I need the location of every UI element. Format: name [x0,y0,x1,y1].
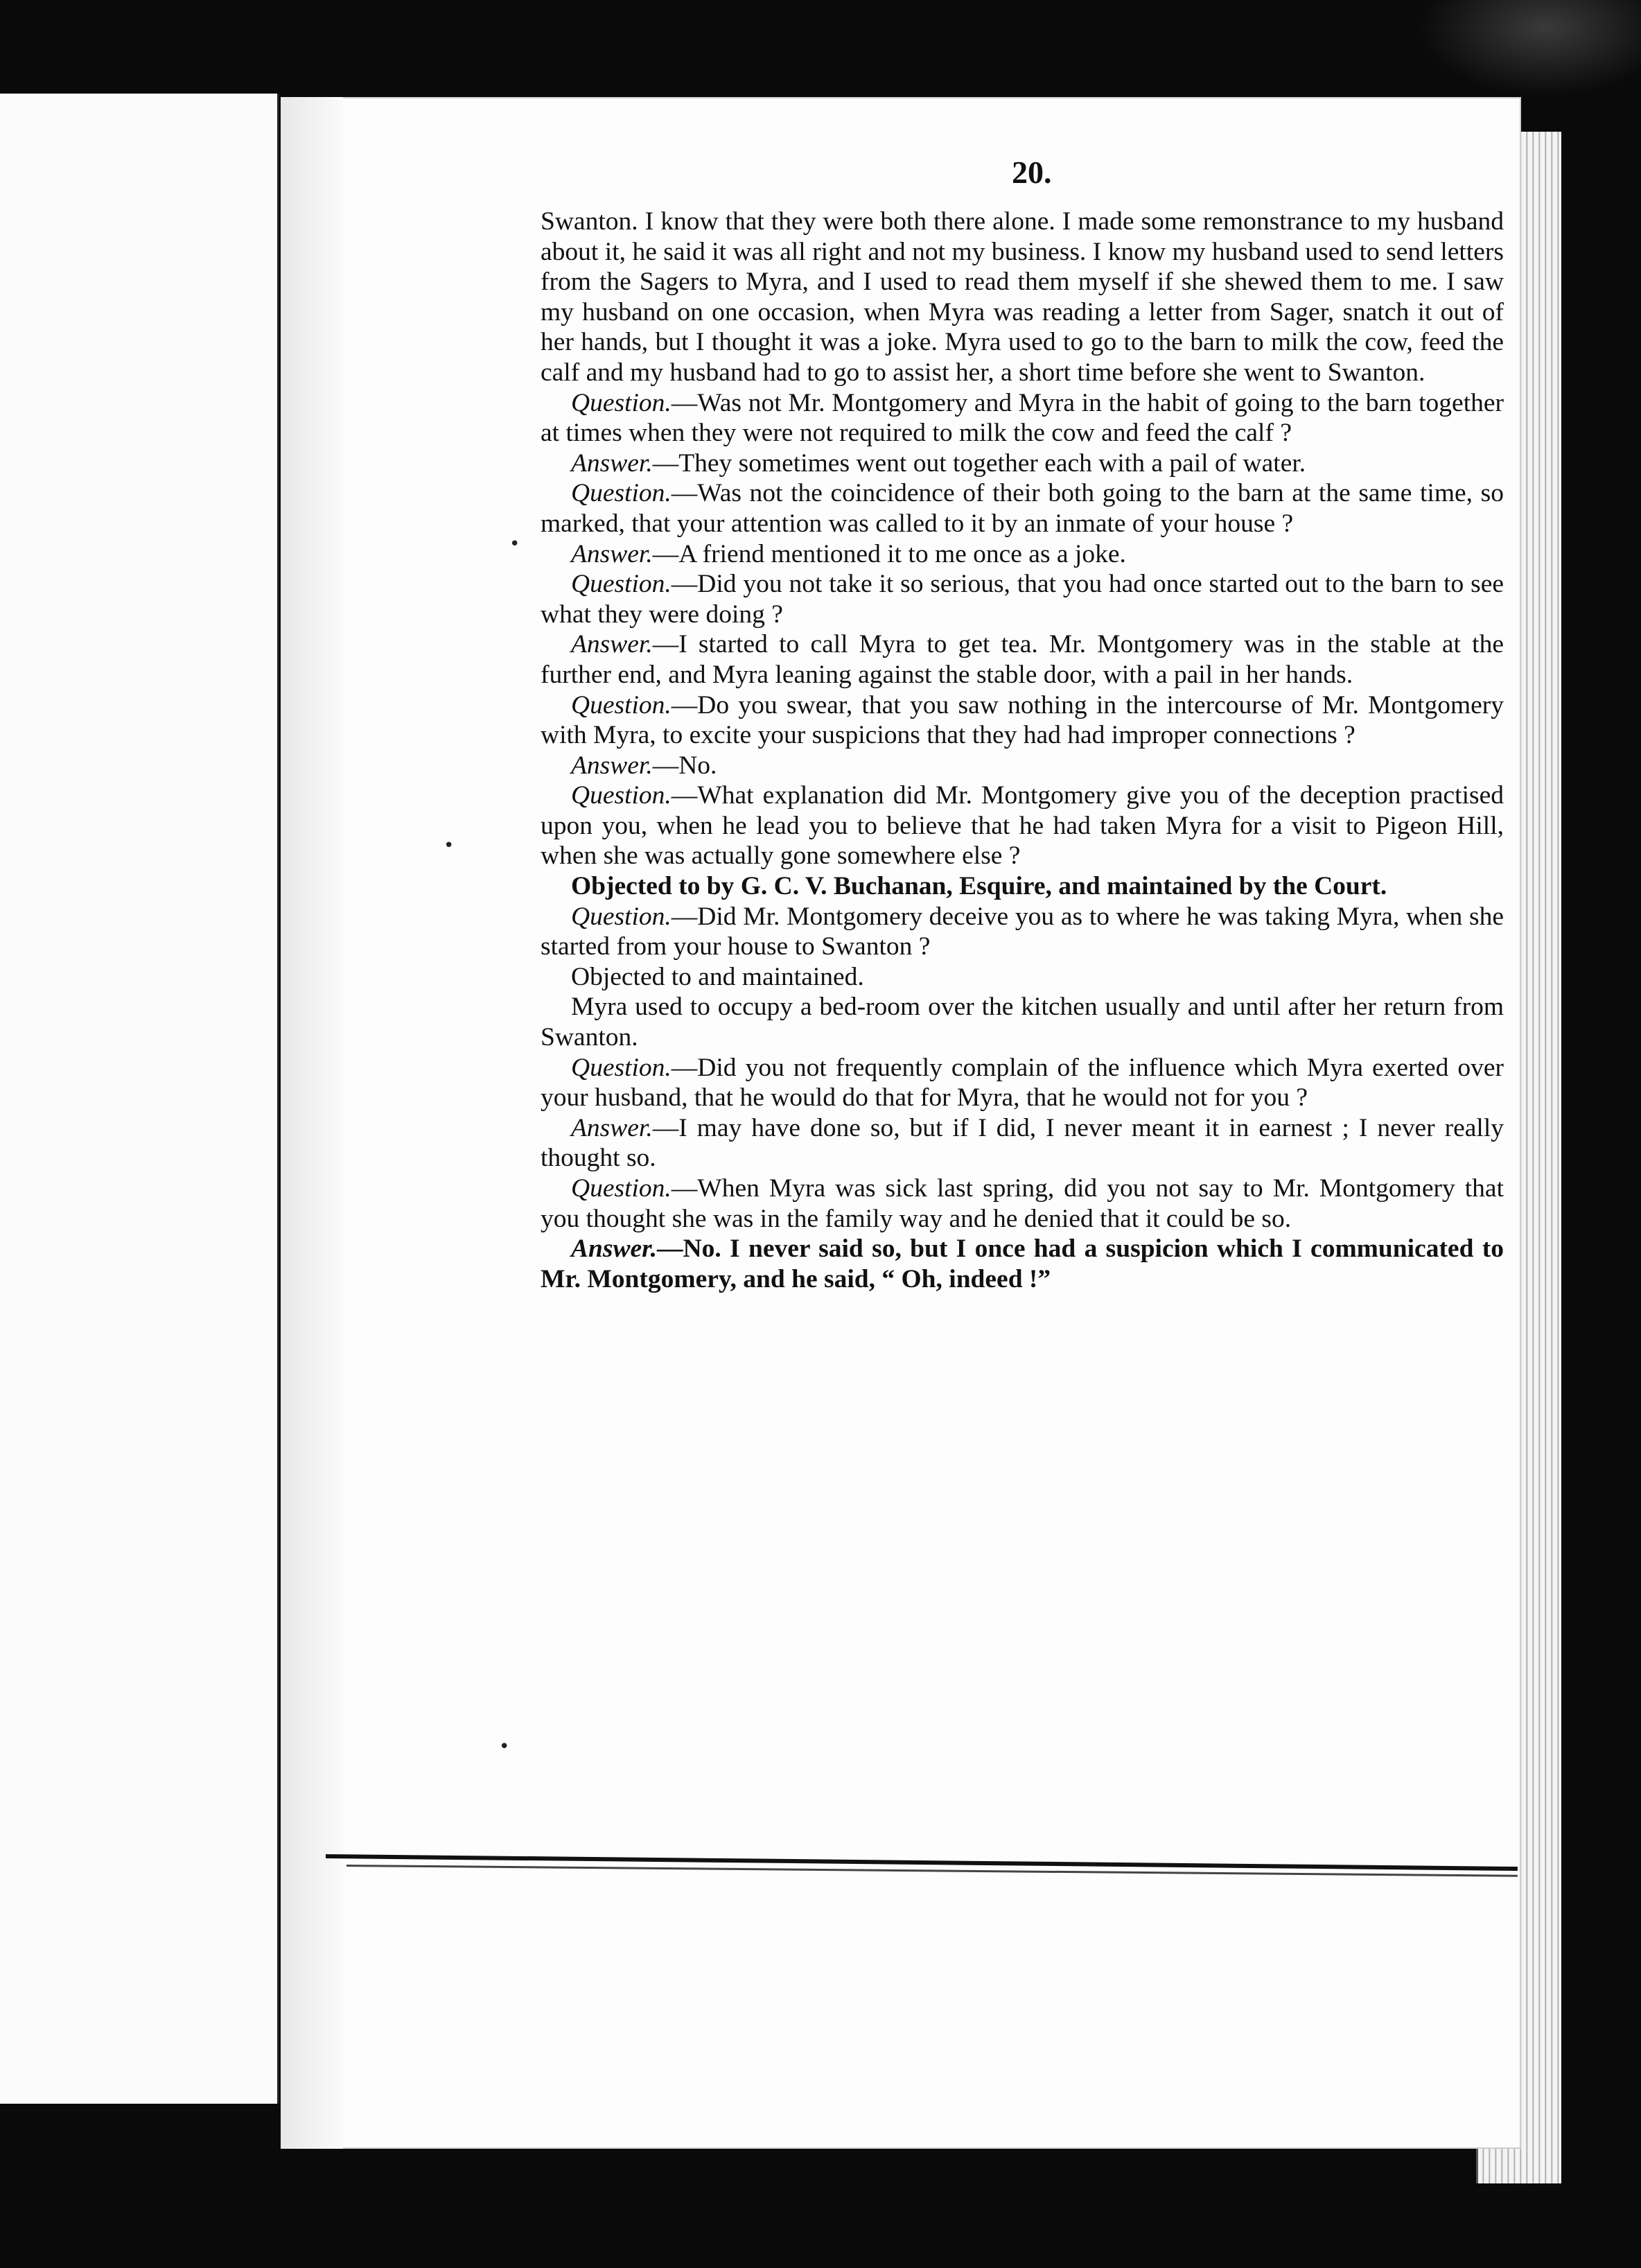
answer-paragraph: Answer.—A friend mentioned it to me once as a joke. [571,539,1126,568]
answer-paragraph: Answer.—No. I never said so, but I once had a suspicion which I communicated to Mr. Montgomery, and he said, “ Oh, indeed !” [541,1235,1504,1293]
answer-paragraph: Answer.—No. [571,751,717,780]
previous-page-blank [0,94,279,2104]
margin-dot-mark: • [509,534,520,555]
page-gutter-shadow [281,97,343,2149]
document-body [541,207,1504,1294]
question-paragraph: Question.—Did Mr. Montgomery deceive you as to where he was taking Myra, when she started from your house to Swanton ? [541,902,1504,961]
question-paragraph: Question.—Did you not frequently complain of the influence which Myra exerted over your husband, that he would do that for Myra, that he would not for you ? [541,1053,1504,1113]
answer-paragraph: Answer.—They sometimes went out together each with a pail of water. [571,448,1306,478]
margin-dot-mark: • [499,1736,510,1757]
answer-paragraph: Answer.—I may have done so, but if I did, I never meant it in earnest ; I never really thought so. [541,1113,1504,1173]
question-paragraph: Question.—What explanation did Mr. Montgomery give you of the deception practised upon you, when he lead you to believe that he had taken Myra for a visit to Pigeon Hill, when she was actually gone somewhere else ? [541,781,1504,871]
objection-paragraph: Objected to and maintained. [571,962,864,991]
margin-dot-mark: • [444,835,455,856]
objection-paragraph: Objected to by G. C. V. Buchanan, Esquire, and maintained by the Court. [571,872,1387,901]
paragraph-continuation: Swanton. I know that they were both there alone. I made some remonstrance to my husband about it, he said it was all right and not my business. I know my husband used to send letters from the Sagers to Myra, and I used to read them myself if she shewed them to me. I saw my husband on one occasion, when Myra was reading a letter from Sager, snatch it out of her hands, but I thought it was a joke. Myra used to go to the barn to milk the cow, feed the calf and my husband had to go to assist her, a short time before she went to Swanton. [541,207,1504,387]
question-paragraph: Question.—Do you swear, that you saw nothing in the intercourse of Mr. Montgomery with Myra, to excite your suspicions that they had had improper connections ? [541,690,1504,750]
page-number: 20. [1012,155,1052,190]
answer-paragraph: Answer.—I started to call Myra to get tea. Mr. Montgomery was in the stable at the further end, and Myra leaning against the stable door, with a pail in her hands. [541,630,1504,689]
question-paragraph: Question.—Was not Mr. Montgomery and Myra in the habit of going to the barn together at times when they were not required to milk the cow and feed the calf ? [541,388,1504,448]
statement-paragraph: Myra used to occupy a bed-room over the kitchen usually and until after her return from Swanton. [541,993,1504,1052]
question-paragraph: Question.—Did you not take it so serious, that you had once started out to the barn to see what they were doing ? [541,570,1504,629]
question-paragraph: Question.—Was not the coincidence of their both going to the barn at the same time, so marked, that your attention was called to it by an inmate of your house ? [541,479,1504,538]
question-paragraph: Question.—When Myra was sick last spring, did you not say to Mr. Montgomery that you thought she was in the family way and he denied that it could be so. [541,1174,1504,1233]
